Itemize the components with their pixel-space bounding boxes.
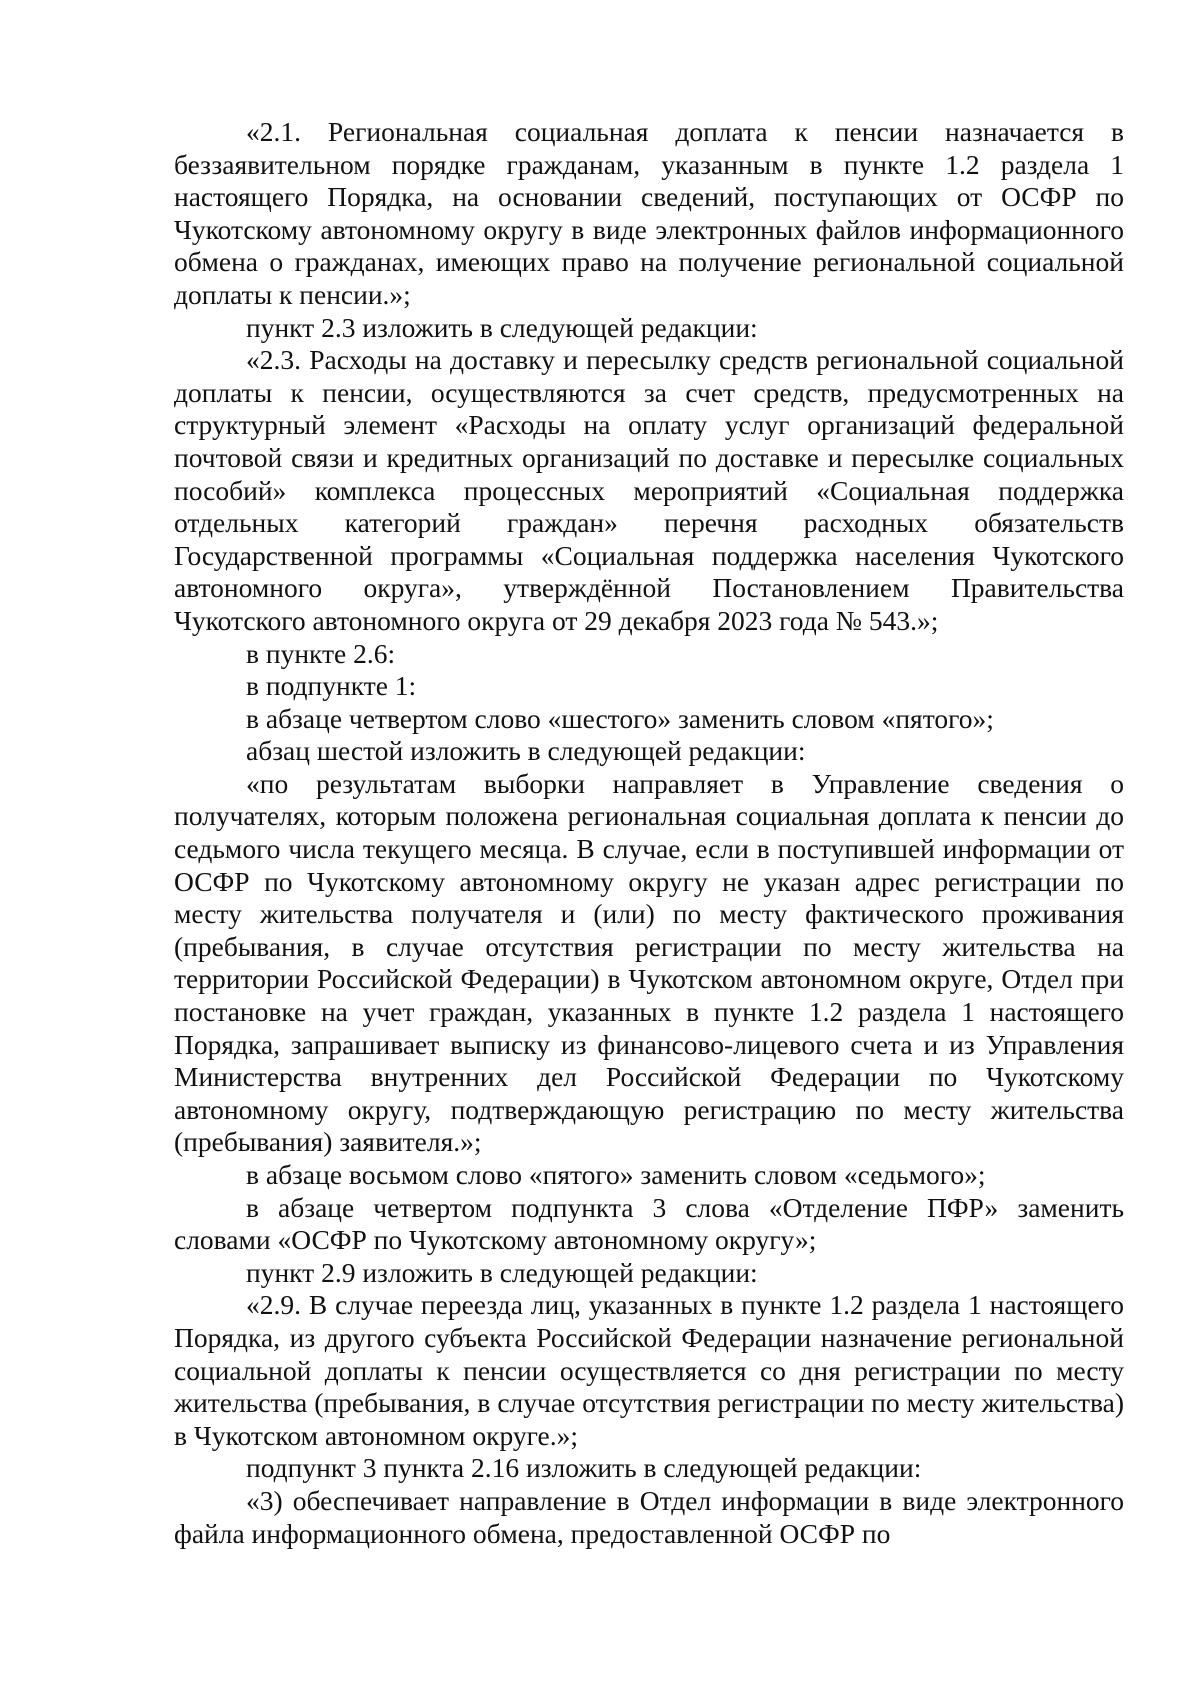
paragraph-2-9: «2.9. В случае переезда лиц, указанных в пункте 1.2 раздела 1 настоящего Порядка, из другого субъекта Российской Федерации назначение региональной социальной доплаты к пенсии осуществляется со дня регистрации по месту жительства (пребывания, в случае отсутствия регистрации по месту жительства) в Чукотском автономном округе.»;	[174, 1289, 1124, 1451]
paragraph-sixth-abzac-text: «по результатам выборки направляет в Управление сведения о получателях, которым положена региональная социальная доплата к пенсии до седьмого числа текущего месяца. В случае, если в поступившей информации от ОСФР по Чукотскому автономному округу не указан адрес регистрации по месту жительства получателя и (или) по месту фактического проживания (пребывания, в случае отсутствия регистрации по месту жительства на территории Российской Федерации) в Чукотском автономном округе, Отдел при постановке на учет граждан, указанных в пункте 1.2 раздела 1 настоящего Порядка, запрашивает выписку из финансово-лицевого счета и из Управления Министерства внутренних дел Российской Федерации по Чукотскому автономному округу, подтверждающую регистрацию по месту жительства (пребывания) заявителя.»;	[174, 767, 1124, 1158]
paragraph-item-2-16-intro: подпункт 3 пункта 2.16 изложить в следующей редакции:	[246, 1452, 922, 1484]
paragraph-2-16-subitem-3: «3) обеспечивает направление в Отдел информации в виде электронного файла информационного обмена, предоставленной ОСФР по	[174, 1484, 1124, 1549]
document-body	[174, 116, 1124, 1550]
paragraph-fourth-abzac: в абзаце четвертом слово «шестого» заменить словом «пятого»;	[246, 702, 994, 734]
paragraph-item-2-6: в пункте 2.6:	[246, 637, 396, 669]
paragraph-subitem-1: в подпункте 1:	[246, 670, 417, 702]
paragraph-eighth-abzac: в абзаце восьмом слово «пятого» заменить словом «седьмого»;	[246, 1159, 986, 1190]
paragraph-2-3: «2.3. Расходы на доставку и пересылку средств региональной социальной доплаты к пенсии, осуществляются за счет средств, предусмотренных на структурный элемент «Расходы на оплату услуг организаций федеральной почтовой связи и кредитных организаций по доставке и пересылке социальных пособий» комплекса процессных мероприятий «Социальная поддержка отдельных категорий граждан» перечня расходных обязательств Государственной программы «Социальная поддержка населения Чукотского автономного округа», утверждённой Постановлением Правительства Чукотского автономного округа от 29 декабря 2023 года № 543.»;	[174, 344, 1124, 636]
paragraph-2-1: «2.1. Региональная социальная доплата к пенсии назначается в беззаявительном порядке гражданам, указанным в пункте 1.2 раздела 1 настоящего Порядка, на основании сведений, поступающих от ОСФР по Чукотскому автономному округу в виде электронных файлов информационного обмена о гражданах, имеющих право на получение региональной социальной доплаты к пенсии.»;	[174, 116, 1124, 310]
paragraph-item-2-3-intro: пункт 2.3 изложить в следующей редакции:	[246, 311, 758, 343]
paragraph-sixth-abzac-intro: абзац шестой изложить в следующей редакции:	[246, 735, 806, 767]
paragraph-item-2-9-intro: пункт 2.9 изложить в следующей редакции:	[246, 1256, 758, 1288]
paragraph-subitem-3-fourth-abzac: в абзаце четвертом подпункта 3 слова «Отделение ПФР» заменить словами «ОСФР по Чукотскому автономному округу»;	[174, 1191, 1124, 1256]
